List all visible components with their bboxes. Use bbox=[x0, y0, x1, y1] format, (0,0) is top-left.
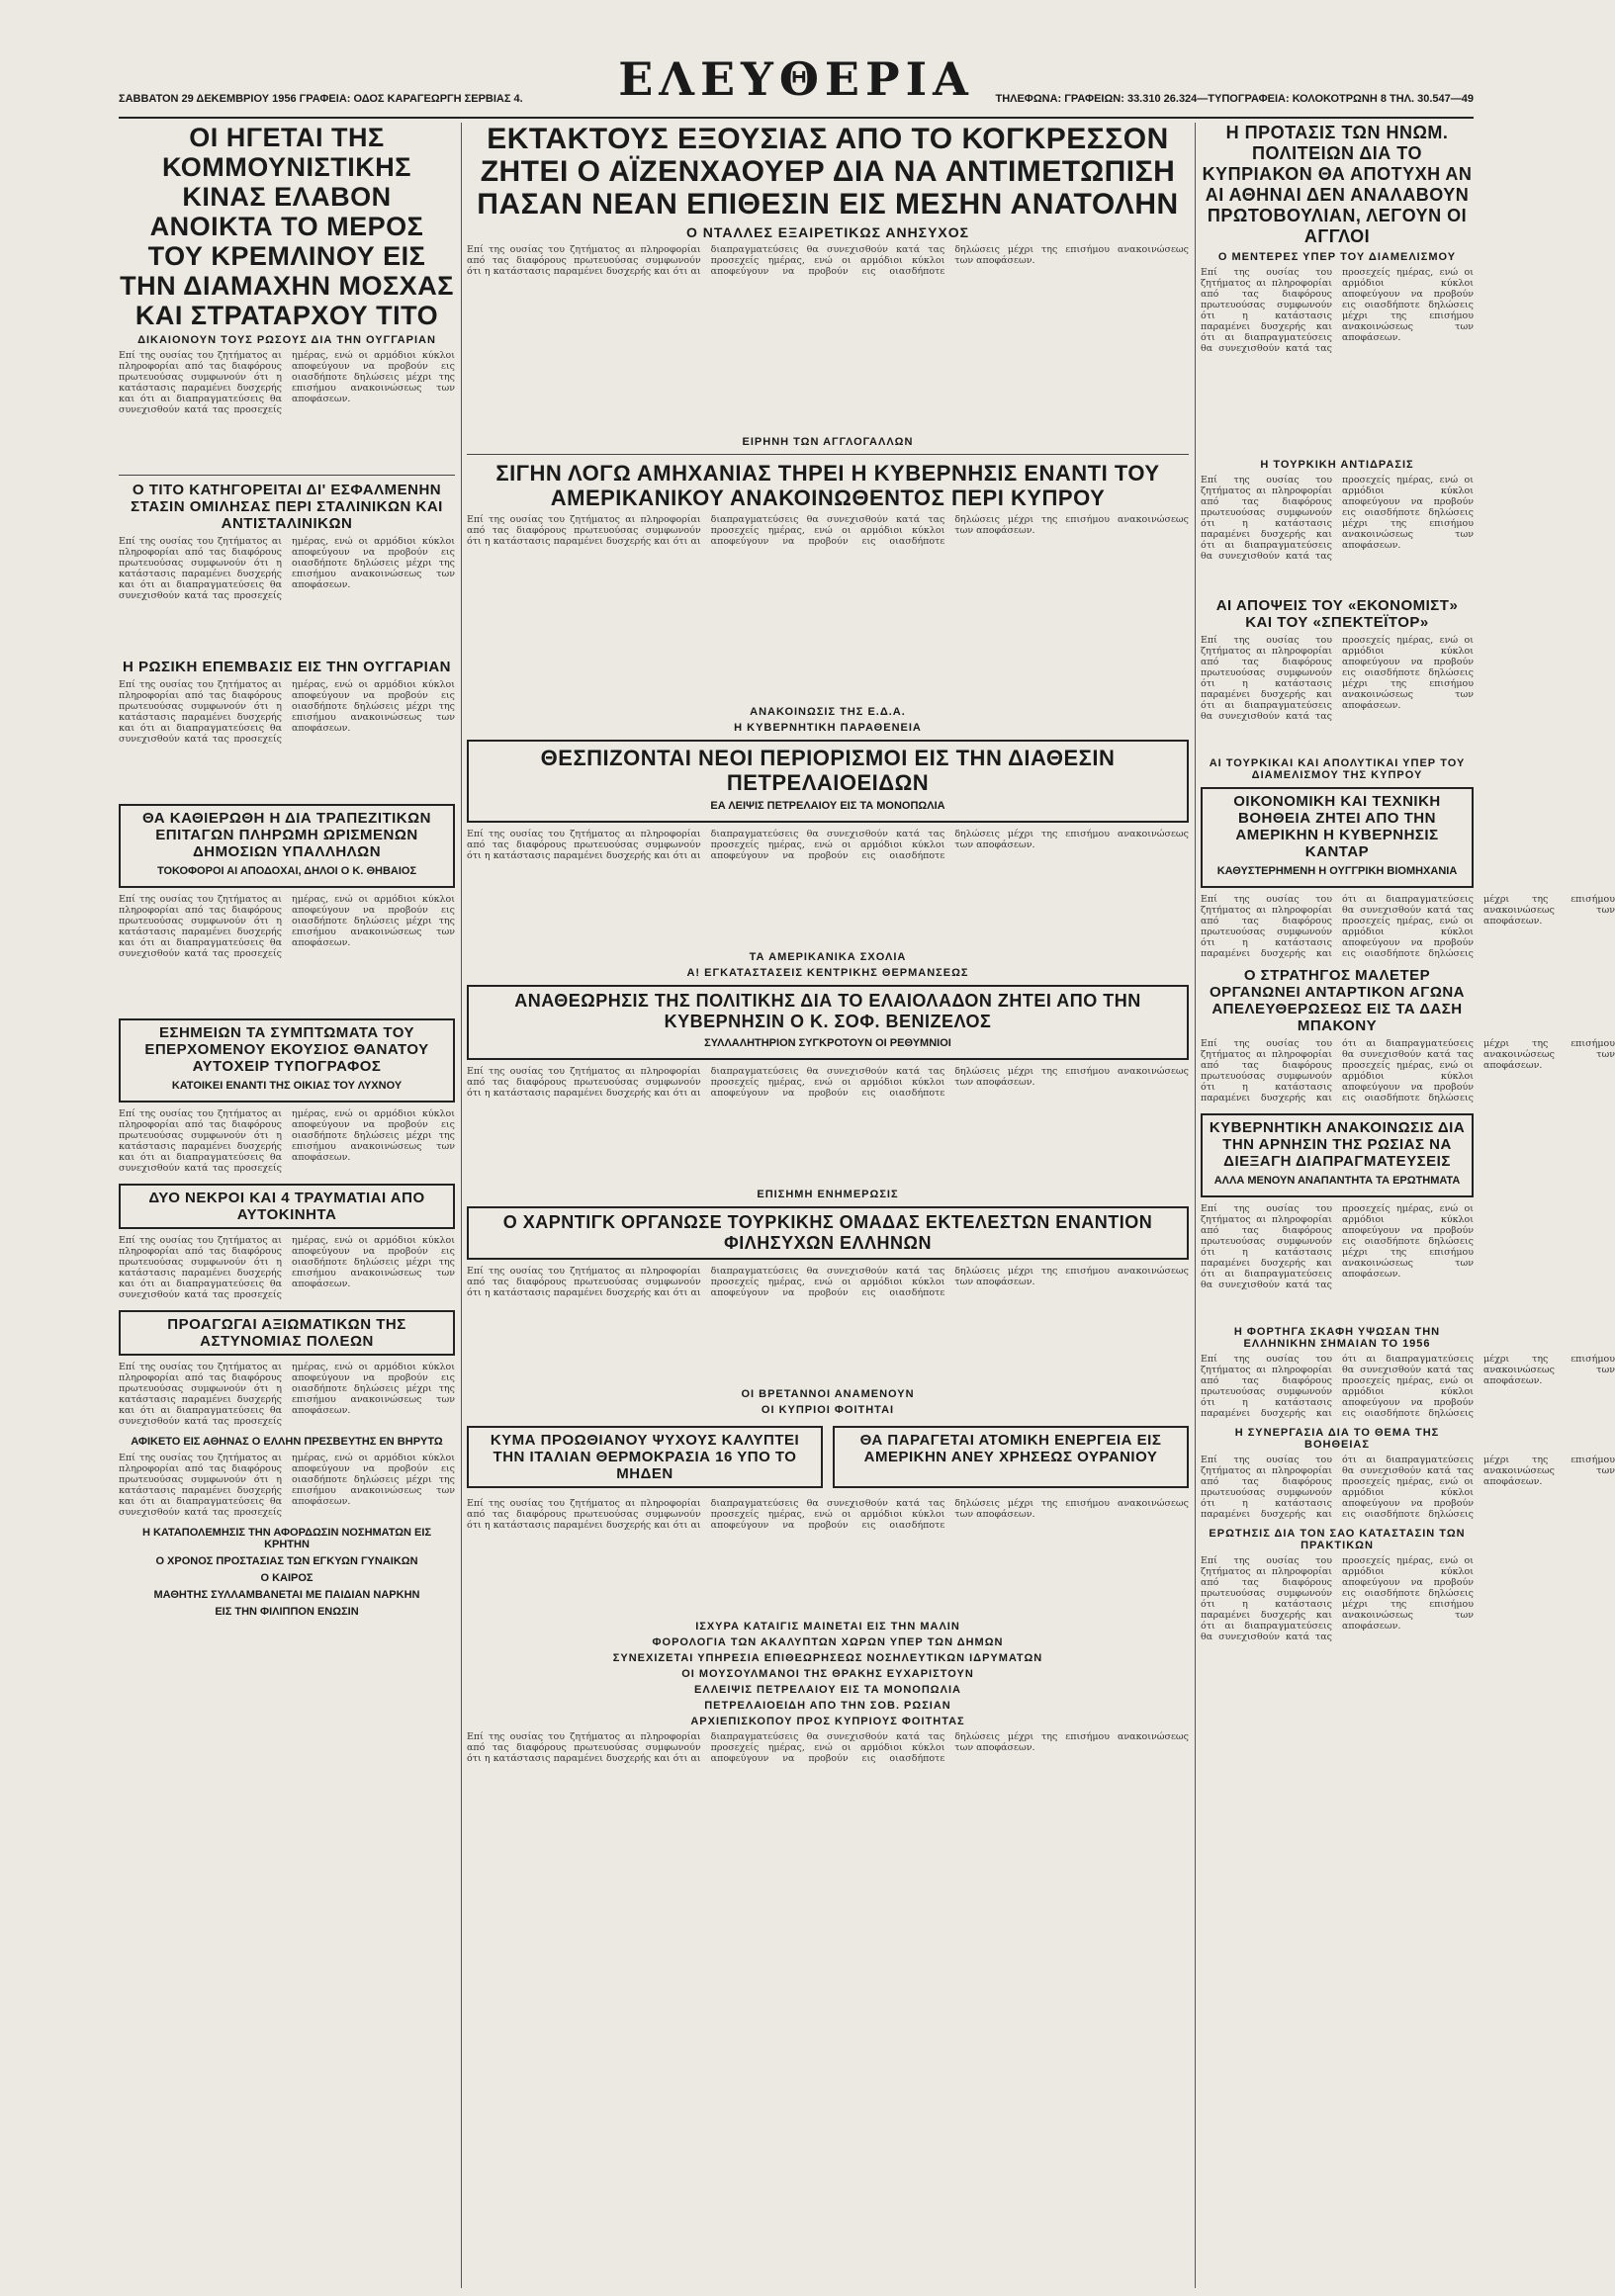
kicker: Ο ΜΕΝΤΕΡΕΣ ΥΠΕΡ ΤΟΥ ΔΙΑΜΕΛΙΣΜΟΥ bbox=[1217, 251, 1457, 263]
headline-petroleum: ΘΕΣΠΙΖΟΝΤΑΙ ΝΕΟΙ ΠΕΡΙΟΡΙΣΜΟΙ ΕΙΣ ΤΗΝ ΔΙΑΘΕΣΙΝ ΠΕΤΡΕΛΑΙΟΕΙΔΩΝ bbox=[540, 746, 1116, 795]
headline-typographer: ΕΣΗΜΕΙΩΝ ΤΑ ΣΥΜΠΤΩΜΑΤΑ ΤΟΥ ΕΠΕΡΧΟΜΕΝΟΥ ΕΚΟΥΣΙΟΣ ΘΑΝΑΤΟΥ ΑΥΤΟΧΕΙΡ ΤΥΠΟΓΡΑΦΟΣ bbox=[144, 1024, 429, 1075]
headline-maleter: Ο ΣΤΡΑΤΗΓΟΣ ΜΑΛΕΤΕΡ ΟΡΓΑΝΩΝΕΙ ΑΝΤΑΡΤΙΚΟΝ ΑΓΩΝΑ ΑΠΕΛΕΥΘΕΡΩΣΕΩΣ ΕΙΣ ΤΑ ΔΑΣΗ ΜΠΑΚΟΝΥ bbox=[1209, 967, 1466, 1034]
article-body: Επί της ουσίας του ζητήματος αι πληροφορίαι από τας διαφόρους πρωτευούσας συμφωνούν ότι η κατάστασις παραμένει δυσχερής και ότι αι διαπραγματεύσεις θα συνεχισθούν κατά τας προσεχείς ημέρας, ενώ οι αρμόδιοι κύκλοι αποφεύγουν να προβούν εις οιασδήποτε δηλώσεις μέχρι της επισήμου ανακοινώσεως των αποφάσεων. bbox=[119, 679, 455, 745]
headline-government-silence: ΣΙΓΗΝ ΛΟΓΩ ΑΜΗΧΑΝΙΑΣ ΤΗΡΕΙ Η ΚΥΒΕΡΝΗΣΙΣ ΕΝΑΝΤΙ ΤΟΥ ΑΜΕΡΙΚΑΝΙΚΟΥ ΑΝΑΚΟΙΝΩΘΕΝΤΟΣ ΠΕΡΙ ΚΥΠΡΟΥ bbox=[495, 461, 1160, 510]
article-box-payments bbox=[119, 804, 455, 888]
article-body: Επί της ουσίας του ζητήματος αι πληροφορίαι από τας διαφόρους πρωτευούσας συμφωνούν ότι η κατάστασις παραμένει δυσχερής και ότι αι διαπραγματεύσεις θα συνεχισθούν κατά τας προσεχείς ημέρας, ενώ οι αρμόδιοι κύκλοι αποφεύγουν να προβούν εις οιασδήποτε δηλώσεις μέχρι της επισήμου ανακοινώσεως των αποφάσεων. bbox=[119, 894, 455, 959]
article-body: Επί της ουσίας του ζητήματος αι πληροφορίαι από τας διαφόρους πρωτευούσας συμφωνούν ότι η κατάστασις παραμένει δυσχερής και ότι αι διαπραγματεύσεις θα συνεχισθούν κατά τας προσεχείς ημέρας, ενώ οι αρμόδιοι κύκλοι αποφεύγουν να προβούν εις οιασδήποτε δηλώσεις μέχρι της επισήμου ανακοινώσεως των αποφάσεων. bbox=[467, 1731, 1189, 1764]
headline-olive-oil: ΑΝΑΘΕΩΡΗΣΙΣ ΤΗΣ ΠΟΛΙΤΙΚΗΣ ΔΙΑ ΤΟ ΕΛΑΙΟΛΑΔΟΝ ΖΗΤΕΙ ΑΠΟ ΤΗΝ ΚΥΒΕΡΝΗΣΙΝ Ο Κ. ΣΟΦ. ΒΕΝΙΖΕΛΟΣ bbox=[514, 991, 1141, 1031]
article-body: Επί της ουσίας του ζητήματος αι πληροφορίαι από τας διαφόρους πρωτευούσας συμφωνούν ότι η κατάστασις παραμένει δυσχερής και ότι αι διαπραγματεύσεις θα συνεχισθούν κατά τας προσεχείς ημέρας, ενώ οι αρμόδιοι κύκλοι αποφεύγουν να προβούν εις οιασδήποτε δηλώσεις μέχρι της επισήμου ανακοινώσεως των αποφάσεων. bbox=[467, 244, 1189, 277]
kicker: ΑΝΑΚΟΙΝΩΣΙΣ ΤΗΣ Ε.Δ.Α. bbox=[750, 706, 906, 718]
subheadline: ΚΑΘΥΣΤΕΡΗΜΕΝΗ Η ΟΥΓΓΡΙΚΗ ΒΙΟΜΗΧΑΝΙΑ bbox=[1216, 865, 1458, 877]
headline-harding: Ο ΧΑΡΝΤΙΓΚ ΟΡΓΑΝΩΣΕ ΤΟΥΡΚΙΚΗΣ ΟΜΑΔΑΣ ΕΚΤΕΛΕΣΤΩΝ ΕΝΑΝΤΙΟΝ ΦΙΛΗΣΥΧΩΝ ΕΛΛΗΝΩΝ bbox=[502, 1212, 1153, 1253]
article-body: Επί της ουσίας του ζητήματος αι πληροφορίαι από τας διαφόρους πρωτευούσας συμφωνούν ότι η κατάστασις παραμένει δυσχερής και ότι αι διαπραγματεύσεις θα συνεχισθούν κατά τας προσεχείς ημέρας, ενώ οι αρμόδιοι κύκλοι αποφεύγουν να προβούν εις οιασδήποτε δηλώσεις μέχρι της επισήμου ανακοινώσεως των αποφάσεων. bbox=[1201, 475, 1474, 562]
kicker: ΤΑ ΑΜΕΡΙΚΑΝΙΚΑ ΣΧΟΛΙΑ bbox=[749, 951, 907, 963]
article-body: Επί της ουσίας του ζητήματος αι πληροφορίαι από τας διαφόρους πρωτευούσας συμφωνούν ότι η κατάστασις παραμένει δυσχερής και ότι αι διαπραγματεύσεις θα συνεχισθούν κατά τας προσεχείς ημέρας, ενώ οι αρμόδιοι κύκλοι αποφεύγουν να προβούν εις οιασδήποτε δηλώσεις μέχρι της επισήμου ανακοινώσεως των αποφάσεων. bbox=[467, 829, 1189, 861]
divider bbox=[467, 454, 1189, 455]
headline-russia-refusal: ΚΥΒΕΡΝΗΤΙΚΗ ΑΝΑΚΟΙΝΩΣΙΣ ΔΙΑ ΤΗΝ ΑΡΝΗΣΙΝ ΤΗΣ ΡΩΣΙΑΣ ΝΑ ΔΙΕΞΑΓΗ ΔΙΑΠΡΑΓΜΑΤΕΥΣΕΙΣ bbox=[1209, 1119, 1466, 1170]
article-body: Επί της ουσίας του ζητήματος αι πληροφορίαι από τας διαφόρους πρωτευούσας συμφωνούν ότι η κατάστασις παραμένει δυσχερής και ότι αι διαπραγματεύσεις θα συνεχισθούν κατά τας προσεχείς ημέρας, ενώ οι αρμόδιοι κύκλοι αποφεύγουν να προβούν εις οιασδήποτε δηλώσεις μέχρι της επισήμου ανακοινώσεως των αποφάσεων. bbox=[467, 1066, 1189, 1099]
subheadline: ΚΑΤΟΙΚΕΙ ΕΝΑΝΤΙ ΤΗΣ ΟΙΚΙΑΣ ΤΟΥ ΛΥΧΝΟΥ bbox=[171, 1080, 403, 1092]
kicker: Η ΚΥΒΕΡΝΗΤΙΚΗ ΠΑΡΑΘΕΝΕΙΑ bbox=[734, 722, 922, 734]
kicker: ΕΙΡΗΝΗ ΤΩΝ ΑΓΓΛΟΓΑΛΛΩΝ bbox=[742, 436, 914, 448]
kicker: ΟΙ ΒΡΕΤΑΝΝΟΙ ΑΝΑΜΕΝΟΥΝ bbox=[741, 1388, 915, 1400]
article-body: Επί της ουσίας του ζητήματος αι πληροφορίαι από τας διαφόρους πρωτευούσας συμφωνούν ότι η κατάστασις παραμένει δυσχερής και ότι αι διαπραγματεύσεις θα συνεχισθούν κατά τας προσεχείς ημέρας, ενώ οι αρμόδιοι κύκλοι αποφεύγουν να προβούν εις οιασδήποτε δηλώσεις μέχρι της επισήμου ανακοινώσεως των αποφάσεων. bbox=[1201, 635, 1474, 722]
divider bbox=[119, 475, 455, 476]
headline-russian-intervention: Η ΡΩΣΙΚΗ ΕΠΕΜΒΑΣΙΣ ΕΙΣ ΤΗΝ ΟΥΓΓΑΡΙΑΝ bbox=[122, 659, 452, 675]
article-body: Επί της ουσίας του ζητήματος αι πληροφορίαι από τας διαφόρους πρωτευούσας συμφωνούν ότι η κατάστασις παραμένει δυσχερής και ότι αι διαπραγματεύσεις θα συνεχισθούν κατά τας προσεχείς ημέρας, ενώ οι αρμόδιοι κύκλοι αποφεύγουν να προβούν εις οιασδήποτε δηλώσεις μέχρι της επισήμου ανακοινώσεως των αποφάσεων. bbox=[1201, 1038, 1615, 1104]
article-body: Επί της ουσίας του ζητήματος αι πληροφορίαι από τας διαφόρους πρωτευούσας συμφωνούν ότι η κατάστασις παραμένει δυσχερής και ότι αι διαπραγματεύσεις θα συνεχισθούν κατά τας προσεχείς ημέρας, ενώ οι αρμόδιοι κύκλοι αποφεύγουν να προβούν εις οιασδήποτε δηλώσεις μέχρι της επισήμου ανακοινώσεως των αποφάσεων. bbox=[467, 514, 1189, 547]
article-body: Επί της ουσίας του ζητήματος αι πληροφορίαι από τας διαφόρους πρωτευούσας συμφωνούν ότι η κατάστασις παραμένει δυσχερής και ότι αι διαπραγματεύσεις θα συνεχισθούν κατά τας προσεχείς ημέρας, ενώ οι αρμόδιοι κύκλοι αποφεύγουν να προβούν εις οιασδήποτε δηλώσεις μέχρι της επισήμου ανακοινώσεως των αποφάσεων. bbox=[467, 1498, 1189, 1531]
article-body: Επί της ουσίας του ζητήματος αι πληροφορίαι από τας διαφόρους πρωτευούσας συμφωνούν ότι η κατάστασις παραμένει δυσχερής και ότι αι διαπραγματεύσεις θα συνεχισθούν κατά τας προσεχείς ημέρας, ενώ οι αρμόδιοι κύκλοι αποφεύγουν να προβούν εις οιασδήποτε δηλώσεις μέχρι της επισήμου ανακοινώσεως των αποφάσεων. bbox=[119, 1362, 455, 1427]
kicker: ΕΠΙΣΗΜΗ ΕΝΗΜΕΡΩΣΙΣ bbox=[757, 1189, 899, 1200]
headline-police-promotions: ΠΡΟΑΓΩΓΑΙ ΑΞΙΩΜΑΤΙΚΩΝ ΤΗΣ ΑΣΤΥΝΟΜΙΑΣ ΠΟΛΕΩΝ bbox=[167, 1316, 406, 1350]
left-column bbox=[119, 123, 455, 2288]
kicker: ΠΕΤΡΕΛΑΙΟΕΙΔΗ ΑΠΟ ΤΗΝ ΣΟΒ. ΡΩΣΙΑΝ bbox=[704, 1700, 951, 1712]
article-box-olive-oil bbox=[467, 985, 1189, 1060]
kicker-filippou: ΕΙΣ ΤΗΝ ΦΙΛΙΠΠΟΝ ΕΝΩΣΙΝ bbox=[215, 1606, 359, 1618]
newspaper-title: ΕΛΕΥΘΕΡΙΑ bbox=[618, 52, 974, 106]
headline-tito-accused: Ο ΤΙΤΟ ΚΑΤΗΓΟΡΕΙΤΑΙ ΔΙ' ΕΣΦΑΛΜΕΝΗΝ ΣΤΑΣΙΝ ΟΜΙΛΗΣΑΣ ΠΕΡΙ ΣΤΑΛΙΝΙΚΩΝ ΚΑΙ ΑΝΤΙΣΤΑΛΙΝΙΚΩΝ bbox=[131, 482, 443, 532]
column-rule bbox=[461, 123, 462, 2288]
article-body: Επί της ουσίας του ζητήματος αι πληροφορίαι από τας διαφόρους πρωτευούσας συμφωνούν ότι η κατάστασις παραμένει δυσχερής και ότι αι διαπραγματεύσεις θα συνεχισθούν κατά τας προσεχείς ημέρας, ενώ οι αρμόδιοι κύκλοι αποφεύγουν να προβούν εις οιασδήποτε δηλώσεις μέχρι της επισήμου ανακοινώσεως των αποφάσεων. bbox=[119, 536, 455, 601]
headline-italy-cold: ΚΥΜΑ ΠΡΟΩΘΙΑΝΟΥ ΨΥΧΟΥΣ ΚΑΛΥΠΤΕΙ ΤΗΝ ΙΤΑΛΙΑΝ ΘΕΡΜΟΚΡΑΣΙΑ 16 ΥΠΟ ΤΟ ΜΗΔΕΝ bbox=[490, 1432, 800, 1482]
bottom-boxes-row bbox=[467, 1420, 1189, 1494]
kicker-crete: Η ΚΑΤΑΠΟΛΕΜΗΣΙΣ ΤΗΝ ΑΦΟΡΔΩΣΙΝ ΝΟΣΗΜΑΤΩΝ ΕΙΣ ΚΡΗΤΗΝ bbox=[141, 1527, 432, 1550]
kicker: Η ΤΟΥΡΚΙΚΗ ΑΝΤΙΔΡΑΣΙΣ bbox=[1260, 459, 1414, 471]
kicker: ΣΥΝΕΧΙΖΕΤΑΙ ΥΠΗΡΕΣΙΑ ΕΠΙΘΕΩΡΗΣΕΩΣ ΝΟΣΗΛΕΥΤΙΚΩΝ ΙΔΡΥΜΑΤΩΝ bbox=[612, 1652, 1043, 1664]
kicker-pregnant: Ο ΧΡΟΝΟΣ ΠΡΟΣΤΑΣΙΑΣ ΤΩΝ ΕΓΚΥΩΝ ΓΥΝΑΙΚΩΝ bbox=[155, 1555, 418, 1567]
article-body: Επί της ουσίας του ζητήματος αι πληροφορίαι από τας διαφόρους πρωτευούσας συμφωνούν ότι η κατάστασις παραμένει δυσχερής και ότι αι διαπραγματεύσεις θα συνεχισθούν κατά τας προσεχείς ημέρας, ενώ οι αρμόδιοι κύκλοι αποφεύγουν να προβούν εις οιασδήποτε δηλώσεις μέχρι της επισήμου ανακοινώσεως των αποφάσεων. bbox=[1201, 267, 1474, 354]
column-rule bbox=[1195, 123, 1196, 2288]
subheadline-dulles: Ο ΝΤΑΛΛΕΣ ΕΞΑΙΡΕΤΙΚΩΣ ΑΝΗΣΥΧΟΣ bbox=[685, 224, 970, 240]
masthead bbox=[119, 53, 1474, 115]
right-column bbox=[1201, 123, 1615, 2288]
kicker-weather: Ο ΚΑΙΡΟΣ bbox=[260, 1572, 314, 1584]
kicker-ambassador: ΑΦΙΚΕΤΟ ΕΙΣ ΑΘΗΝΑΣ Ο ΕΛΛΗΝ ΠΡΕΣΒΕΥΤΗΣ ΕΝ ΒΗΡΥΤΩ bbox=[131, 1436, 443, 1448]
subheadline: ΣΥΛΛΑΛΗΤΗΡΙΟΝ ΣΥΓΚΡΟΤΟΥΝ ΟΙ ΡΕΘΥΜΝΙΟΙ bbox=[704, 1037, 951, 1049]
headline-economist: ΑΙ ΑΠΟΨΕΙΣ ΤΟΥ «ΕΚΟΝΟΜΙΣΤ» ΚΑΙ ΤΟΥ «ΣΠΕΚΤΕΪΤΟΡ» bbox=[1215, 597, 1459, 631]
article-box-harding bbox=[467, 1206, 1189, 1260]
headline-eisenhower: ΕΚΤΑΚΤΟΥΣ ΕΞΟΥΣΙΑΣ ΑΠΟ ΤΟ ΚΟΓΚΡΕΣΣΟΝ ΖΗΤΕΙ Ο ΑΪΖΕΝΧΑΟΥΕΡ ΔΙΑ ΝΑ ΑΝΤΙΜΕΤΩΠΙΣΗ ΠΑΣΑΝ ΝΕΑΝ ΕΠΙΘΕΣΙΝ ΕΙΣ ΜΕΣΗΝ ΑΝΑΤΟΛΗΝ bbox=[477, 123, 1179, 221]
kicker: ΑΙ ΤΟΥΡΚΙΚΑΙ ΚΑΙ ΑΠΟΛΥΤΙΚΑΙ ΥΠΕΡ ΤΟΥ ΔΙΑΜΕΛΙΣΜΟΥ ΤΗΣ ΚΥΠΡΟΥ bbox=[1209, 757, 1466, 781]
headline-us-proposal: Η ΠΡΟΤΑΣΙΣ ΤΩΝ ΗΝΩΜ. ΠΟΛΙΤΕΙΩΝ ΔΙΑ ΤΟ ΚΥΠΡΙΑΚΟΝ ΘΑ ΑΠΟΤΥΧΗ ΑΝ ΑΙ ΑΘΗΝΑΙ ΔΕΝ ΑΝΑΛΑΒΟΥΝ ΠΡΩΤΟΒΟΥΛΙΑΝ, ΛΕΓΟΥΝ ΟΙ ΑΓΓΛΟΙ bbox=[1202, 123, 1473, 246]
kicker: ΑΡΧΙΕΠΙΣΚΟΠΟΥ ΠΡΟΣ ΚΥΠΡΙΟΥΣ ΦΟΙΤΗΤΑΣ bbox=[690, 1716, 965, 1727]
masthead-rule bbox=[119, 117, 1474, 119]
kicker: ΦΟΡΟΛΟΓΙΑ ΤΩΝ ΑΚΑΛΥΠΤΩΝ ΧΩΡΩΝ ΥΠΕΡ ΤΩΝ ΔΗΜΩΝ bbox=[652, 1636, 1004, 1648]
article-body: Επί της ουσίας του ζητήματος αι πληροφορίαι από τας διαφόρους πρωτευούσας συμφωνούν ότι η κατάστασις παραμένει δυσχερής και ότι αι διαπραγματεύσεις θα συνεχισθούν κατά τας προσεχείς ημέρας, ενώ οι αρμόδιοι κύκλοι αποφεύγουν να προβούν εις οιασδήποτε δηλώσεις μέχρι της επισήμου ανακοινώσεως των αποφάσεων. bbox=[119, 1453, 455, 1518]
article-body: Επί της ουσίας του ζητήματος αι πληροφορίαι από τας διαφόρους πρωτευούσας συμφωνούν ότι η κατάστασις παραμένει δυσχερής και ότι αι διαπραγματεύσεις θα συνεχισθούν κατά τας προσεχείς ημέρας, ενώ οι αρμόδιοι κύκλοι αποφεύγουν να προβούν εις οιασδήποτε δηλώσεις μέχρι της επισήμου ανακοινώσεως των αποφάσεων. bbox=[1201, 1354, 1615, 1419]
article-body: Επί της ουσίας του ζητήματος αι πληροφορίαι από τας διαφόρους πρωτευούσας συμφωνούν ότι η κατάστασις παραμένει δυσχερής και ότι αι διαπραγματεύσεις θα συνεχισθούν κατά τας προσεχείς ημέρας, ενώ οι αρμόδιοι κύκλοι αποφεύγουν να προβούν εις οιασδήποτε δηλώσεις μέχρι της επισήμου ανακοινώσεως των αποφάσεων. bbox=[467, 1266, 1189, 1298]
kicker: Η ΣΥΝΕΡΓΑΣΙΑ ΔΙΑ ΤΟ ΘΕΜΑ ΤΗΣ ΒΟΗΘΕΙΑΣ bbox=[1234, 1427, 1440, 1451]
article-body: Επί της ουσίας του ζητήματος αι πληροφορίαι από τας διαφόρους πρωτευούσας συμφωνούν ότι η κατάστασις παραμένει δυσχερής και ότι αι διαπραγματεύσεις θα συνεχισθούν κατά τας προσεχείς ημέρας, ενώ οι αρμόδιοι κύκλοι αποφεύγουν να προβούν εις οιασδήποτε δηλώσεις μέχρι της επισήμου ανακοινώσεως των αποφάσεων. bbox=[1201, 894, 1615, 959]
date-line: ΣΑΒΒΑΤΟΝ 29 ΔΕΚΕΜΒΡΙΟΥ 1956 ΓΡΑΦΕΙΑ: ΟΔΟΣ ΚΑΡΑΓΕΩΡΓΗ ΣΕΡΒΙΑΣ 4. bbox=[119, 93, 523, 105]
article-body: Επί της ουσίας του ζητήματος αι πληροφορίαι από τας διαφόρους πρωτευούσας συμφωνούν ότι η κατάστασις παραμένει δυσχερής και ότι αι διαπραγματεύσεις θα συνεχισθούν κατά τας προσεχείς ημέρας, ενώ οι αρμόδιοι κύκλοι αποφεύγουν να προβούν εις οιασδήποτε δηλώσεις μέχρι της επισήμου ανακοινώσεως των αποφάσεων. bbox=[1201, 1203, 1474, 1290]
subheadline: ΤΟΚΟΦΟΡΟΙ ΑΙ ΑΠΟΔΟΧΑΙ, ΔΗΛΟΙ Ο Κ. ΘΗΒΑΙΟΣ bbox=[156, 865, 417, 877]
kicker-student: ΜΑΘΗΤΗΣ ΣΥΛΛΑΜΒΑΝΕΤΑΙ ΜΕ ΠΑΙΔΙΑΝ ΝΑΡΚΗΝ bbox=[153, 1589, 420, 1601]
subheadline: ΕΑ ΛΕΙΨΙΣ ΠΕΤΡΕΛΑΙΟΥ ΕΙΣ ΤΑ ΜΟΝΟΠΩΛΙΑ bbox=[710, 800, 945, 812]
article-body: Επί της ουσίας του ζητήματος αι πληροφορίαι από τας διαφόρους πρωτευούσας συμφωνούν ότι η κατάστασις παραμένει δυσχερής και ότι αι διαπραγματεύσεις θα συνεχισθούν κατά τας προσεχείς ημέρας, ενώ οι αρμόδιοι κύκλοι αποφεύγουν να προβούν εις οιασδήποτε δηλώσεις μέχρι της επισήμου ανακοινώσεως των αποφάσεων. bbox=[1201, 1455, 1615, 1520]
headline-bank-payments: ΘΑ ΚΑΘΙΕΡΩΘΗ Η ΔΙΑ ΤΡΑΠΕΖΙΤΙΚΩΝ ΕΠΙΤΑΓΩΝ ΠΛΗΡΩΜΗ ΩΡΙΣΜΕΝΩΝ ΔΗΜΟΣΙΩΝ ΥΠΑΛΛΗΛΩΝ bbox=[141, 810, 432, 860]
article-box-italy-cold bbox=[467, 1426, 823, 1488]
headline-china-tito: ΟΙ ΗΓΕΤΑΙ ΤΗΣ ΚΟΜΜΟΥΝΙΣΤΙΚΗΣ ΚΙΝΑΣ ΕΛΑΒΟΝ ΑΝΟΙΚΤΑ ΤΟ ΜΕΡΟΣ ΤΟΥ ΚΡΕΜΛΙΝΟΥ ΕΙΣ ΤΗΝ ΔΙΑΜΑΧΗΝ ΜΟΣΧΑΣ ΚΑΙ ΣΤΡΑΤΑΡΧΟΥ ΤΙΤΟ bbox=[120, 123, 454, 330]
article-body: Επί της ουσίας του ζητήματος αι πληροφορίαι από τας διαφόρους πρωτευούσας συμφωνούν ότι η κατάστασις παραμένει δυσχερής και ότι αι διαπραγματεύσεις θα συνεχισθούν κατά τας προσεχείς ημέρας, ενώ οι αρμόδιοι κύκλοι αποφεύγουν να προβούν εις οιασδήποτε δηλώσεις μέχρι της επισήμου ανακοινώσεως των αποφάσεων. bbox=[119, 1108, 455, 1174]
article-body: Επί της ουσίας του ζητήματος αι πληροφορίαι από τας διαφόρους πρωτευούσας συμφωνούν ότι η κατάστασις παραμένει δυσχερής και ότι αι διαπραγματεύσεις θα συνεχισθούν κατά τας προσεχείς ημέρας, ενώ οι αρμόδιοι κύκλοι αποφεύγουν να προβούν εις οιασδήποτε δηλώσεις μέχρι της επισήμου ανακοινώσεως των αποφάσεων. bbox=[1201, 1555, 1474, 1642]
article-body: Επί της ουσίας του ζητήματος αι πληροφορίαι από τας διαφόρους πρωτευούσας συμφωνούν ότι η κατάστασις παραμένει δυσχερής και ότι αι διαπραγματεύσεις θα συνεχισθούν κατά τας προσεχείς ημέρας, ενώ οι αρμόδιοι κύκλοι αποφεύγουν να προβούν εις οιασδήποτε δηλώσεις μέχρι της επισήμου ανακοινώσεως των αποφάσεων. bbox=[119, 1235, 455, 1300]
headline-kadar-aid: ΟΙΚΟΝΟΜΙΚΗ ΚΑΙ ΤΕΧΝΙΚΗ ΒΟΗΘΕΙΑ ΖΗΤΕΙ ΑΠΟ ΤΗΝ ΑΜΕΡΙΚΗΝ Η ΚΥΒΕΡΝΗΣΙΣ ΚΑΝΤΑΡ bbox=[1233, 793, 1441, 860]
kicker: ΟΙ ΜΟΥΣΟΥΛΜΑΝΟΙ ΤΗΣ ΘΡΑΚΗΣ ΕΥΧΑΡΙΣΤΟΥΝ bbox=[681, 1668, 974, 1680]
kicker: ΕΛΛΕΙΨΙΣ ΠΕΤΡΕΛΑΙΟΥ ΕΙΣ ΤΑ ΜΟΝΟΠΩΛΙΑ bbox=[694, 1684, 961, 1696]
article-box-kadar bbox=[1201, 787, 1474, 888]
center-column bbox=[467, 123, 1189, 2288]
kicker: ΙΣΧΥΡΑ ΚΑΤΑΙΓΙΣ ΜΑΙΝΕΤΑΙ ΕΙΣ ΤΗΝ ΜΑΛΙΝ bbox=[695, 1621, 960, 1633]
article-box-accidents bbox=[119, 1184, 455, 1229]
article-body: Επί της ουσίας του ζητήματος αι πληροφορίαι από τας διαφόρους πρωτευούσας συμφωνούν ότι η κατάστασις παραμένει δυσχερής και ότι αι διαπραγματεύσεις θα συνεχισθούν κατά τας προσεχείς ημέρας, ενώ οι αρμόδιοι κύκλοι αποφεύγουν να προβούν εις οιασδήποτε δηλώσεις μέχρι της επισήμου ανακοινώσεως των αποφάσεων. bbox=[119, 350, 455, 415]
article-box-petroleum bbox=[467, 740, 1189, 823]
info-line: ΤΗΛΕΦΩΝΑ: ΓΡΑΦΕΙΩΝ: 33.310 26.324—ΤΥΠΟΓΡΑΦΕΙΑ: ΚΟΛΟΚΟΤΡΩΝΗ 8 ΤΗΛ. 30.547—49 bbox=[995, 93, 1474, 105]
article-box-atomic bbox=[833, 1426, 1189, 1488]
kicker: Η ΦΟΡΤΗΓΑ ΣΚΑΦΗ ΥΨΩΣΑΝ ΤΗΝ ΕΛΛΗΝΙΚΗΝ ΣΗΜΑΙΑΝ ΤΟ 1956 bbox=[1233, 1326, 1441, 1350]
headline-accidents: ΔΥΟ ΝΕΚΡΟΙ ΚΑΙ 4 ΤΡΑΥΜΑΤΙΑΙ ΑΠΟ ΑΥΤΟΚΙΝΗΤΑ bbox=[148, 1190, 425, 1223]
article-box-typographer bbox=[119, 1018, 455, 1103]
article-box-russia-refusal bbox=[1201, 1113, 1474, 1197]
article-box-police bbox=[119, 1310, 455, 1356]
headline-atomic-energy: ΘΑ ΠΑΡΑΓΕΤΑΙ ΑΤΟΜΙΚΗ ΕΝΕΡΓΕΙΑ ΕΙΣ ΑΜΕΡΙΚΗΝ ΑΝΕΥ ΧΡΗΣΕΩΣ ΟΥΡΑΝΙΟΥ bbox=[859, 1432, 1162, 1465]
kicker: Α! ΕΓΚΑΤΑΣΤΑΣΕΙΣ ΚΕΝΤΡΙΚΗΣ ΘΕΡΜΑΝΣΕΩΣ bbox=[686, 967, 969, 979]
subheadline: ΑΛΛΑ ΜΕΝΟΥΝ ΑΝΑΠΑΝΤΗΤΑ ΤΑ ΕΡΩΤΗΜΑΤΑ bbox=[1213, 1175, 1461, 1187]
kicker: ΕΡΩΤΗΣΙΣ ΔΙΑ ΤΟΝ ΣΑΟ ΚΑΤΑΣΤΑΣΙΝ ΤΩΝ ΠΡΑΚΤΙΚΩΝ bbox=[1209, 1528, 1466, 1551]
kicker: ΟΙ ΚΥΠΡΙΟΙ ΦΟΙΤΗΤΑΙ bbox=[761, 1404, 895, 1416]
kicker: ΔΙΚΑΙΟΝΟΥΝ ΤΟΥΣ ΡΩΣΟΥΣ ΔΙΑ ΤΗΝ ΟΥΓΓΑΡΙΑΝ bbox=[137, 334, 436, 346]
